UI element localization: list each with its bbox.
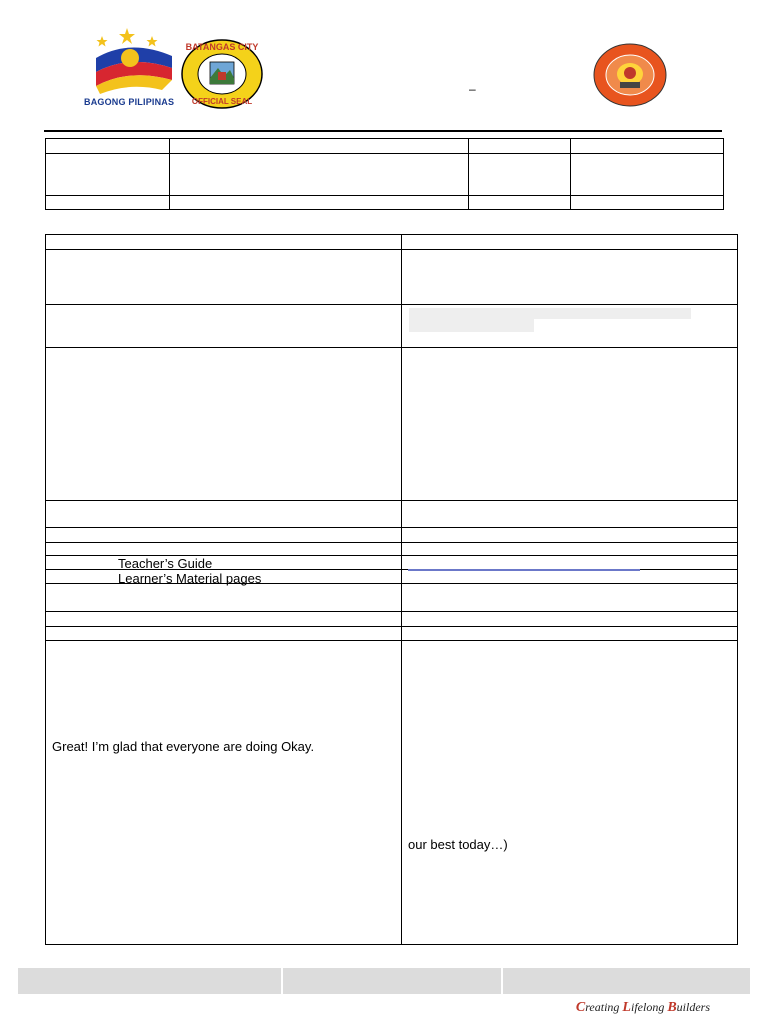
table-cell — [46, 196, 170, 210]
table-cell — [46, 348, 402, 501]
table-cell — [46, 556, 402, 570]
tagline-word: reating — [585, 1000, 623, 1014]
footer-separator — [281, 968, 283, 994]
table-cell — [402, 627, 738, 641]
table-row — [46, 250, 738, 305]
table-cell — [402, 556, 738, 570]
table-cell — [46, 641, 402, 945]
table-row — [46, 154, 724, 196]
teacher-dialogue-text: Great! I’m glad that everyone are doing Okay. — [52, 739, 315, 754]
table-cell — [169, 154, 469, 196]
table-cell — [402, 501, 738, 528]
learners-material-label: Learner’s Material pages — [118, 571, 262, 586]
highlight-bar — [409, 319, 534, 332]
link-underline[interactable] — [408, 569, 640, 571]
table-row — [46, 348, 738, 501]
tagline-word: ifelong — [630, 1000, 668, 1014]
table-cell — [402, 641, 738, 945]
batangas-city-seal — [180, 38, 264, 110]
table-cell — [46, 584, 402, 612]
table-cell — [469, 154, 571, 196]
table-cell — [469, 196, 571, 210]
table-cell — [402, 250, 738, 305]
footer-bar — [18, 968, 750, 994]
header-rule — [44, 130, 722, 132]
table-row — [46, 139, 724, 154]
bagong-pilipinas-logo — [84, 28, 180, 110]
table-cell — [402, 235, 738, 250]
svg-text:OFFICIAL SEAL: OFFICIAL SEAL — [191, 97, 253, 106]
table-cell — [571, 154, 724, 196]
table-cell — [169, 196, 469, 210]
footer-tagline — [576, 1000, 710, 1016]
table-row — [46, 612, 738, 627]
info-table — [45, 138, 724, 210]
table-cell — [571, 139, 724, 154]
table-cell — [571, 196, 724, 210]
tagline-word: uilders — [676, 1000, 710, 1014]
tagline-cap: L — [622, 1000, 631, 1015]
table-row — [46, 528, 738, 543]
table-cell — [46, 250, 402, 305]
table-cell — [46, 305, 402, 348]
tagline-cap: B — [667, 1000, 677, 1015]
table-cell — [402, 348, 738, 501]
table-cell — [46, 612, 402, 627]
tagline-cap: C — [575, 1000, 586, 1015]
table-cell — [46, 627, 402, 641]
table-cell — [169, 139, 469, 154]
bagong-pilipinas-caption: BAGONG PILIPINAS — [84, 97, 175, 107]
header-dash: – — [469, 82, 476, 96]
teachers-guide-label: Teacher’s Guide — [118, 556, 213, 571]
table-cell — [46, 139, 170, 154]
student-dialogue-text: our best today…) — [408, 837, 508, 852]
footer-separator — [501, 968, 503, 994]
school-seal — [592, 42, 668, 108]
table-cell — [46, 528, 402, 543]
table-row — [46, 584, 738, 612]
lesson-plan-table — [45, 234, 738, 945]
svg-text:BATANGAS CITY: BATANGAS CITY — [185, 42, 259, 52]
table-cell — [46, 501, 402, 528]
table-cell — [402, 584, 738, 612]
table-row — [46, 235, 738, 250]
table-cell — [402, 543, 738, 556]
table-cell — [46, 235, 402, 250]
table-cell — [402, 528, 738, 543]
table-row — [46, 543, 738, 556]
table-cell — [46, 543, 402, 556]
table-row — [46, 501, 738, 528]
table-row — [46, 641, 738, 945]
table-cell — [402, 612, 738, 627]
highlight-bar — [409, 308, 691, 319]
table-row — [46, 196, 724, 210]
table-cell — [46, 154, 170, 196]
table-row — [46, 627, 738, 641]
table-cell — [469, 139, 571, 154]
table-cell — [402, 570, 738, 584]
